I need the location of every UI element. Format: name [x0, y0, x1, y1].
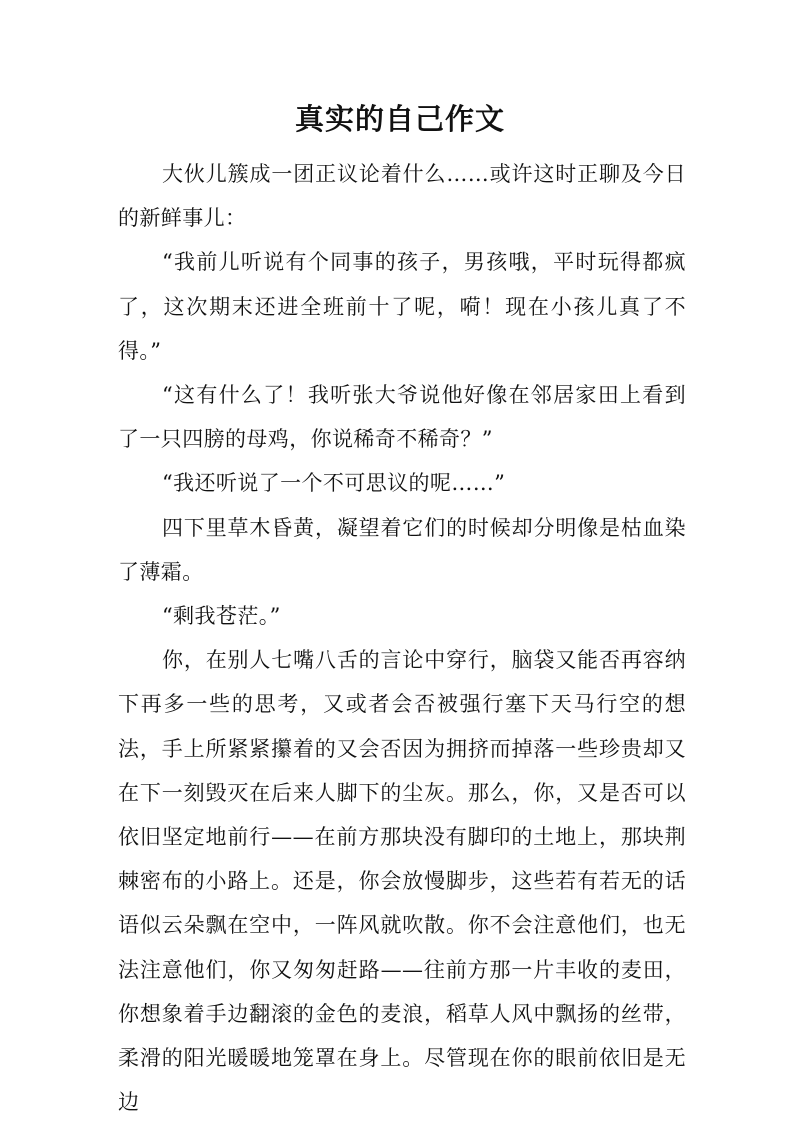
paragraph-1: 大伙儿簇成一团正议论着什么……或许这时正聊及今日的新鲜事儿： [118, 162, 686, 231]
paragraph-7: 你，在别人七嘴八舌的言论中穿行，脑袋又能否再容纳下再多一些的思考，又或者会否被强行塞下天马行空的想法，手上所紧紧攥着的又会否因为拥挤而掉落一些珍贵却又在下一刻毁灭在后来人脚下的尘灰。那么，你，又是否可以依旧坚定地前行——在前方那块没有脚印的土地上，那块荆棘密布的小路上。还是，你会放慢脚步，这些若有若无的话语似云朵飘在空中，一阵风就吹散。你不会注意他们，也无法注意他们，你又匆匆赶路——往前方那一片丰收的麦田，你想象着手边翻滚的金色的麦浪，稻草人风中飘扬的丝带，柔滑的阳光暖暖地笼罩在身上。尽管现在你的眼前依旧是无边 [118, 648, 686, 1115]
paragraph-3: “这有什么了！我听张大爷说他好像在邻居家田上看到了一只四膀的母鸡，你说稀奇不稀奇？” [118, 383, 686, 452]
document-title: 真实的自己作文 [294, 102, 505, 136]
paragraph-5: 四下里草木昏黄，凝望着它们的时候却分明像是枯血染了薄霜。 [118, 515, 686, 584]
paragraph-6: “剩我苍茫。” [162, 604, 281, 629]
document-body [118, 152, 686, 1124]
paragraph-4: “我还听说了一个不可思议的呢……” [162, 471, 506, 496]
paragraph-2: “我前儿听说有个同事的孩子，男孩哦，平时玩得都疯了，这次期末还进全班前十了呢，嗬！现在小孩儿真了不得。” [118, 250, 686, 363]
